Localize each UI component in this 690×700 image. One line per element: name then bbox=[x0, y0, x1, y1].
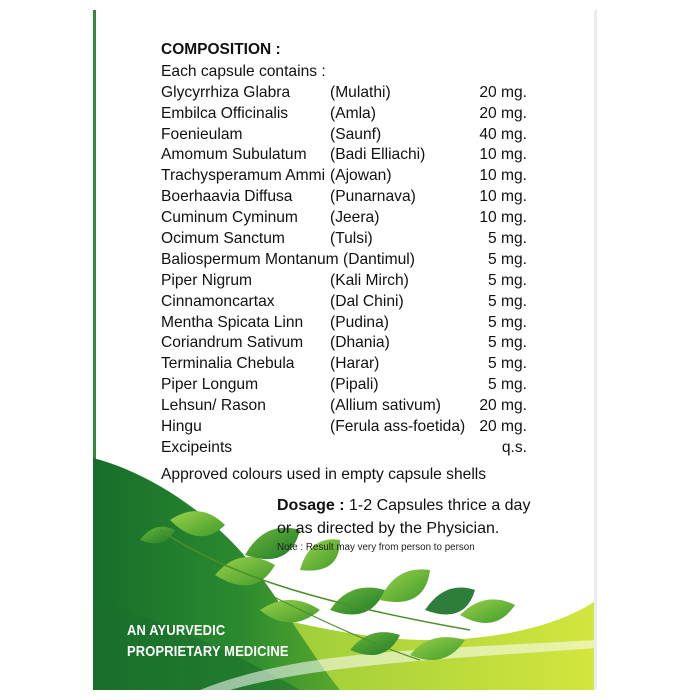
ingredient-dose: 20 mg. bbox=[479, 397, 527, 415]
ingredient-name: Amomum Subulatum bbox=[161, 146, 307, 164]
ingredient-local-name: (Harar) bbox=[330, 355, 380, 373]
ingredient-row bbox=[161, 375, 531, 396]
brand-tagline bbox=[127, 620, 289, 662]
ingredient-local-name: (Saunf) bbox=[330, 125, 382, 143]
ingredient-row bbox=[161, 187, 531, 208]
brand-line-2: PROPRIETARY MEDICINE bbox=[127, 643, 289, 660]
ingredient-row bbox=[161, 271, 531, 292]
ingredient-local-name: (Pudina) bbox=[330, 313, 389, 331]
ingredient-local-name: (Badi Elliachi) bbox=[330, 146, 426, 164]
ingredient-name: Mentha Spicata Linn bbox=[161, 313, 304, 331]
ingredient-name: Trachysperamum Ammi bbox=[161, 167, 326, 185]
ingredient-dose: 5 mg. bbox=[488, 313, 527, 331]
ingredient-local-name: (Amla) bbox=[330, 104, 376, 122]
ingredient-dose: 5 mg. bbox=[488, 334, 527, 352]
ingredient-row bbox=[161, 145, 531, 166]
ingredient-row bbox=[161, 208, 531, 229]
ingredient-dose: 5 mg. bbox=[488, 355, 527, 373]
ingredient-local-name: (Dhania) bbox=[330, 334, 390, 352]
ingredient-row bbox=[161, 83, 531, 104]
ingredient-dose: 10 mg. bbox=[479, 209, 527, 227]
ingredient-name: Embilca Officinalis bbox=[161, 104, 289, 122]
ingredient-local-name: (Dal Chini) bbox=[330, 292, 404, 310]
ingredient-name: Piper Longum bbox=[161, 376, 259, 394]
ingredient-dose: 5 mg. bbox=[488, 292, 527, 310]
brand-line-1: AN AYURVEDIC bbox=[127, 622, 226, 639]
ingredient-dose: q.s. bbox=[501, 438, 527, 456]
ingredient-local-name: (Mulathi) bbox=[330, 83, 391, 101]
ingredient-row bbox=[161, 250, 531, 271]
ingredient-dose: 10 mg. bbox=[479, 167, 527, 185]
dosage-instructions: 1-2 Capsules thrice a day or as directed by the Physician. bbox=[277, 497, 531, 537]
ingredient-row bbox=[161, 104, 531, 125]
ingredient-name: Glycyrrhiza Glabra bbox=[161, 83, 291, 101]
ingredient-dose: 20 mg. bbox=[479, 418, 527, 436]
composition-heading: COMPOSITION : bbox=[161, 41, 281, 58]
ingredient-row bbox=[161, 229, 531, 250]
ingredient-row bbox=[161, 313, 531, 334]
ingredient-dose: 20 mg. bbox=[479, 83, 527, 101]
result-note: Note : Result may very from person to person bbox=[277, 542, 475, 553]
ingredient-row bbox=[161, 438, 531, 459]
ingredient-dose: 20 mg. bbox=[479, 104, 527, 122]
ingredient-dose: 5 mg. bbox=[488, 250, 527, 268]
ingredient-local-name: (Kali Mirch) bbox=[330, 271, 409, 289]
ingredient-local-name: (Ajowan) bbox=[330, 167, 392, 185]
ingredient-local-name: (Allium sativum) bbox=[330, 397, 441, 415]
ingredient-row bbox=[161, 333, 531, 354]
ingredient-dose: 10 mg. bbox=[479, 146, 527, 164]
ingredient-local-name: (Tulsi) bbox=[330, 230, 373, 248]
ingredient-dose: 10 mg. bbox=[479, 188, 527, 206]
ingredient-dose: 5 mg. bbox=[488, 376, 527, 394]
composition-section bbox=[161, 40, 531, 486]
ingredient-name: Cuminum Cyminum bbox=[161, 209, 298, 227]
dosage-label: Dosage : bbox=[277, 497, 345, 514]
ingredient-dose: 40 mg. bbox=[479, 125, 527, 143]
ingredient-name: Cinnamoncartax bbox=[161, 292, 275, 310]
ingredient-local-name: (Pipali) bbox=[330, 376, 379, 394]
ingredient-row bbox=[161, 396, 531, 417]
approved-colours-text: Approved colours used in empty capsule shells bbox=[161, 465, 487, 483]
ingredient-name: Lehsun/ Rason bbox=[161, 397, 266, 415]
ingredient-row bbox=[161, 417, 531, 438]
ingredient-local-name: (Punarnava) bbox=[330, 188, 416, 206]
ingredient-dose: 5 mg. bbox=[488, 230, 527, 248]
ingredient-name: Ocimum Sanctum bbox=[161, 230, 285, 248]
ingredient-name: Terminalia Chebula bbox=[161, 355, 295, 373]
ingredient-name: Hingu bbox=[161, 418, 202, 436]
ingredient-name: Coriandrum Sativum bbox=[161, 334, 304, 352]
dosage-text bbox=[277, 494, 547, 540]
ingredient-name: Baliospermum Montanum (Dantimul) bbox=[161, 250, 415, 268]
ingredient-row bbox=[161, 125, 531, 146]
ingredient-list bbox=[161, 83, 531, 459]
ingredient-dose: 5 mg. bbox=[488, 271, 527, 289]
ingredient-name: Excipeints bbox=[161, 438, 233, 456]
ingredient-row bbox=[161, 292, 531, 313]
card-right-edge bbox=[594, 10, 597, 690]
ingredient-row bbox=[161, 354, 531, 375]
ingredient-name: Foenieulam bbox=[161, 125, 243, 143]
composition-intro: Each capsule contains : bbox=[161, 62, 326, 80]
ingredient-name: Piper Nigrum bbox=[161, 271, 252, 289]
ingredient-row bbox=[161, 166, 531, 187]
ingredient-local-name: (Jeera) bbox=[330, 209, 380, 227]
ingredient-name: Boerhaavia Diffusa bbox=[161, 188, 293, 206]
ingredient-local-name: (Ferula ass-foetida) bbox=[330, 418, 466, 436]
